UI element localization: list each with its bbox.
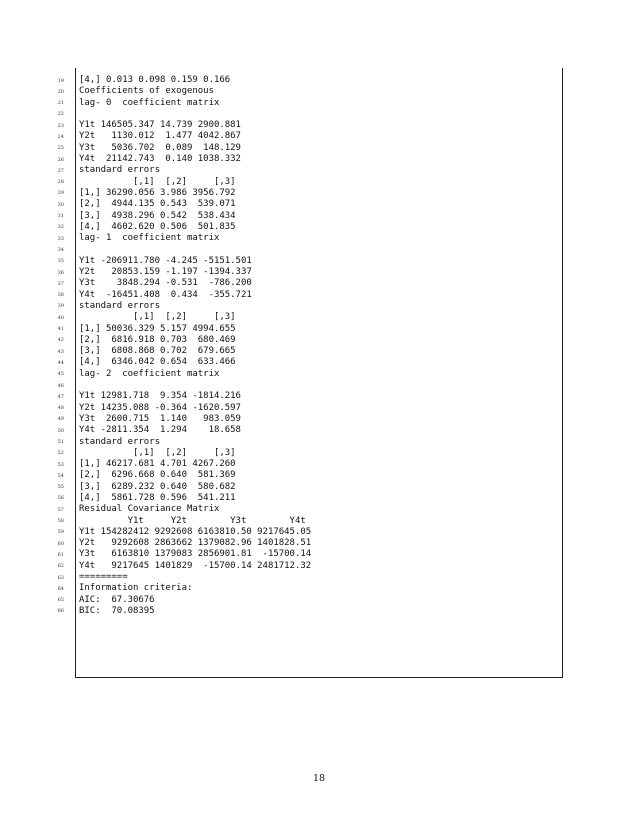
- line-number: 51: [57, 439, 64, 445]
- line-text: Y3t 3848.294 -0.531 -786.200: [79, 278, 252, 289]
- line-number: 21: [57, 100, 64, 107]
- code-line: [0, 504, 638, 515]
- code-line: [0, 301, 638, 312]
- line-text: AIC: 67.30676: [79, 594, 155, 605]
- code-line: [0, 595, 638, 606]
- line-number: 44: [57, 359, 64, 366]
- line-number: 37: [57, 280, 64, 287]
- line-text: lag- 2 coefficient matrix: [79, 368, 220, 379]
- code-line: [0, 527, 638, 538]
- line-number: 29: [57, 190, 64, 197]
- line-number: 33: [57, 235, 64, 242]
- line-text: Y2t 20853.159 -1.197 -1394.337: [79, 267, 252, 278]
- line-number: 41: [57, 326, 64, 333]
- code-line: [0, 357, 638, 368]
- code-line: [0, 346, 638, 357]
- line-text: BIC: 70.08395: [79, 605, 155, 616]
- code-line: [0, 437, 638, 448]
- line-number: 58: [57, 518, 64, 525]
- code-line: [0, 538, 638, 549]
- line-number: 64: [57, 585, 64, 592]
- code-line: [0, 256, 638, 267]
- line-text: [1,] 36290.056 3.986 3956.792: [79, 187, 236, 198]
- line-text: Y1t Y2t Y3t Y4t: [79, 515, 306, 526]
- code-line: [0, 391, 638, 402]
- line-text: [4,] 5861.728 0.596 541.211: [79, 492, 236, 503]
- line-text: lag- 1 coefficient matrix: [79, 233, 220, 244]
- line-number: 54: [57, 472, 64, 479]
- code-line: [0, 290, 638, 301]
- code-line: [0, 267, 638, 278]
- code-line: [0, 572, 638, 583]
- code-line: [0, 493, 638, 504]
- code-line: [0, 606, 638, 617]
- line-number: 30: [57, 201, 64, 208]
- line-text: Y1t -206911.780 -4.245 -5151.501: [79, 255, 252, 266]
- line-number: 23: [57, 122, 64, 129]
- line-number: 56: [57, 495, 64, 502]
- code-line: [0, 120, 638, 131]
- line-number: 43: [57, 348, 64, 355]
- line-number: 38: [57, 292, 64, 299]
- line-number: 53: [57, 461, 64, 468]
- line-text: [,1] [,2] [,3]: [79, 312, 236, 323]
- line-number: 60: [57, 540, 64, 547]
- line-text: [,1] [,2] [,3]: [79, 176, 236, 187]
- line-number: 40: [57, 314, 64, 321]
- line-number: 35: [57, 258, 64, 265]
- code-line: [0, 75, 638, 86]
- line-number: 59: [57, 529, 64, 536]
- code-line: [0, 414, 638, 425]
- line-number: 48: [57, 405, 64, 412]
- code-line: [0, 470, 638, 481]
- line-number: 26: [57, 156, 64, 163]
- line-text: standard errors: [79, 436, 160, 447]
- line-text: [1,] 46217.681 4.701 4267.260: [79, 459, 236, 470]
- line-text: standard errors: [79, 300, 160, 311]
- line-text: Y2t 14235.088 -0.364 -1620.597: [79, 402, 241, 413]
- code-line: [0, 233, 638, 244]
- line-text: Y4t -16451.408 0.434 -355.721: [79, 289, 252, 300]
- line-text: [,1] [,2] [,3]: [79, 447, 236, 458]
- code-line: [0, 380, 638, 391]
- line-number: 22: [57, 111, 64, 118]
- line-text: Y4t 21142.743 0.140 1038.332: [79, 154, 241, 165]
- line-text: Y3t 5036.702 0.089 148.129: [79, 142, 241, 153]
- line-number: 39: [57, 303, 64, 310]
- line-text: Y1t 154282412 9292608 6163810.50 9217645.05: [79, 526, 312, 537]
- code-line: [0, 278, 638, 289]
- line-number: 31: [57, 213, 64, 220]
- line-number: 52: [57, 450, 64, 457]
- line-text: [1,] 50036.329 5.157 4994.655: [79, 323, 236, 334]
- line-text: [3,] 6808.868 0.702 679.665: [79, 346, 236, 357]
- code-line: [0, 211, 638, 222]
- line-text: Y1t 12981.718 9.354 -1814.216: [79, 391, 241, 402]
- line-number: 24: [57, 133, 64, 140]
- code-line: [0, 244, 638, 255]
- line-text: [2,] 6296.668 0.640 581.369: [79, 470, 236, 481]
- line-text: Y3t 6163810 1379083 2856901.81 -15700.14: [79, 549, 312, 560]
- line-text: [2,] 4944.135 0.543 539.071: [79, 199, 236, 210]
- code-line: [0, 335, 638, 346]
- code-line: [0, 86, 638, 97]
- line-number: 63: [57, 574, 64, 581]
- code-line: [0, 459, 638, 470]
- line-number: 32: [57, 224, 64, 231]
- line-number: 27: [57, 167, 64, 174]
- code-line: [0, 154, 638, 165]
- line-text: Y4t -2811.354 1.294 18.658: [79, 425, 241, 436]
- code-line: [0, 403, 638, 414]
- line-number: 47: [57, 393, 64, 400]
- line-text: Information criteria:: [79, 583, 193, 594]
- page-number: 18: [312, 773, 326, 784]
- line-text: Y4t 9217645 1401829 -15700.14 2481712.32: [79, 560, 312, 571]
- code-line: [0, 561, 638, 572]
- line-text: Coefficients of exogenous: [79, 86, 214, 97]
- code-line: [0, 482, 638, 493]
- line-number: 46: [57, 382, 64, 389]
- code-line: [0, 425, 638, 436]
- code-line: [0, 98, 638, 109]
- line-text: [2,] 6816.918 0.703 680.469: [79, 334, 236, 345]
- code-line: [0, 369, 638, 380]
- line-number: 36: [57, 269, 64, 276]
- line-number: 28: [57, 179, 64, 186]
- line-text: [4,] 6346.042 0.654 633.466: [79, 357, 236, 368]
- line-number: 49: [57, 416, 64, 423]
- code-line: [0, 131, 638, 142]
- line-number: 55: [57, 484, 64, 491]
- code-line: [0, 549, 638, 560]
- line-number: 19: [57, 77, 64, 84]
- line-number: 42: [57, 337, 64, 344]
- code-line: [0, 165, 638, 176]
- line-number: 50: [57, 427, 64, 434]
- line-text: =========: [79, 572, 128, 583]
- line-text: Y1t 146505.347 14.739 2900.881: [79, 120, 241, 131]
- code-line: [0, 324, 638, 335]
- code-line: [0, 516, 638, 527]
- code-line: [0, 188, 638, 199]
- line-text: Y2t 1130.012 1.477 4042.867: [79, 131, 241, 142]
- code-line: [0, 312, 638, 323]
- line-text: [4,] 4602.620 0.506 501.835: [79, 221, 236, 232]
- line-text: [3,] 4938.296 0.542 538.434: [79, 210, 236, 221]
- line-number: 25: [57, 145, 64, 152]
- line-number: 62: [57, 563, 64, 570]
- line-text: Residual Covariance Matrix: [79, 504, 220, 515]
- line-number: 61: [57, 551, 64, 558]
- line-text: Y2t 9292608 2863662 1379082.96 1401828.51: [79, 538, 312, 549]
- line-number: 66: [57, 608, 64, 615]
- line-text: [4,] 0.013 0.098 0.159 0.166: [79, 75, 231, 85]
- line-text: [3,] 6289.232 0.640 580.682: [79, 481, 236, 492]
- line-text: Y3t 2600.715 1.140 983.059: [79, 413, 241, 424]
- code-line: [0, 222, 638, 233]
- code-line: [0, 143, 638, 154]
- code-line: [0, 177, 638, 188]
- line-number: 45: [57, 371, 64, 378]
- line-number: 20: [57, 88, 64, 95]
- line-text: standard errors: [79, 165, 160, 176]
- code-listing: [0, 75, 638, 617]
- line-number: 65: [57, 597, 64, 604]
- code-line: [0, 448, 638, 459]
- line-text: lag- 0 coefficient matrix: [79, 97, 220, 108]
- code-line: [0, 583, 638, 594]
- code-line: [0, 109, 638, 120]
- line-number: 57: [57, 506, 64, 513]
- code-line: [0, 199, 638, 210]
- line-number: 34: [57, 246, 64, 253]
